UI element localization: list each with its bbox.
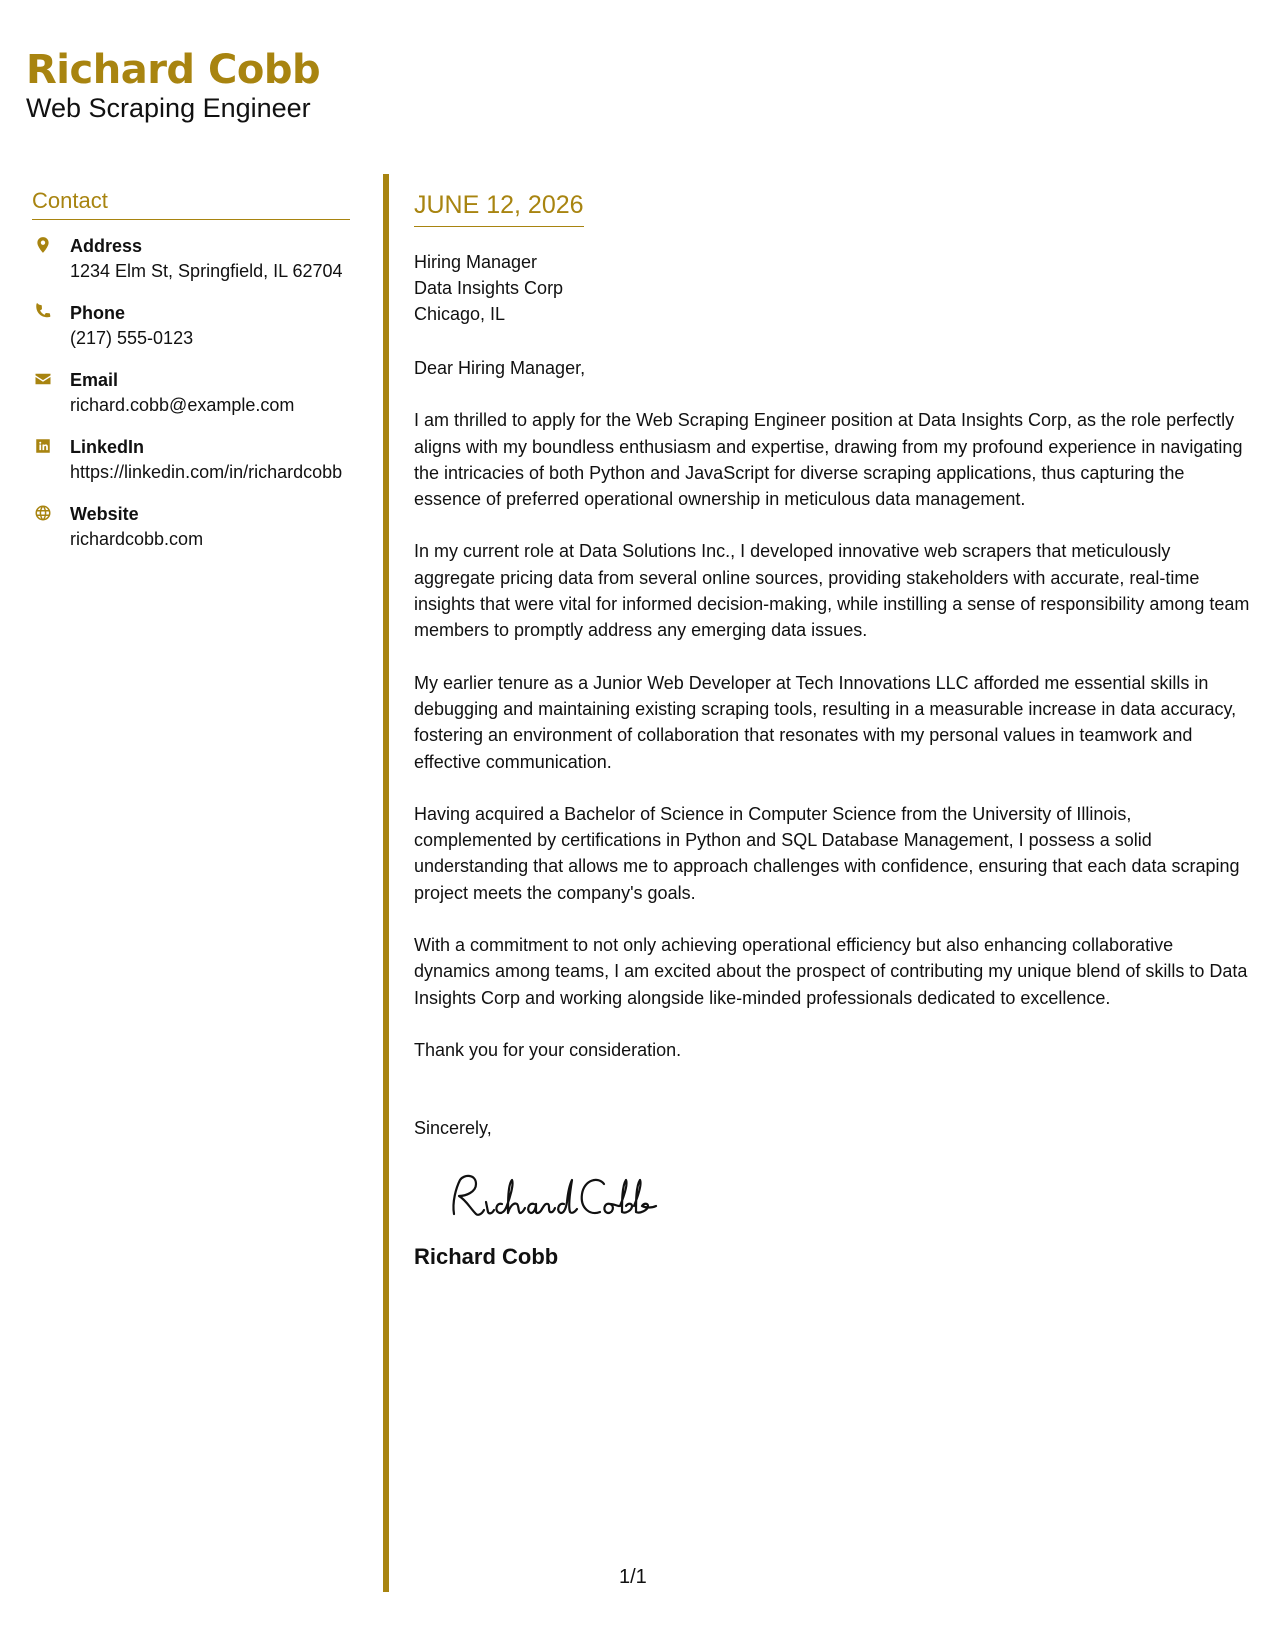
contact-item-email: [32, 368, 350, 418]
recipient-block: [414, 249, 1254, 327]
applicant-job-title: Web Scraping Engineer: [26, 93, 311, 123]
letter-date: JUNE 12, 2026: [414, 190, 584, 227]
letter-paragraph: In my current role at Data Solutions Inc., I developed innovative web scrapers that meticulously aggregate pricing data from several online sources, providing stakeholders with accurate, real-time insights that were vital for informed decision-making, while instilling a sense of responsibility among team members to promptly address any emerging data issues.: [414, 541, 1250, 641]
contact-value-email[interactable]: richard.cobb@example.com: [70, 395, 295, 415]
map-pin-icon: [32, 234, 70, 254]
salutation: Dear Hiring Manager,: [414, 358, 586, 378]
contact-item-linkedin: [32, 435, 350, 485]
globe-icon: [32, 502, 70, 522]
recipient-line: Hiring Manager: [414, 252, 538, 272]
linkedin-icon: [32, 435, 70, 455]
contact-label-email: Email: [70, 370, 119, 390]
contact-value-linkedin[interactable]: https://linkedin.com/in/richardcobb: [70, 462, 343, 482]
contact-label-address: Address: [70, 236, 143, 256]
contact-value-phone: (217) 555-0123: [70, 328, 194, 348]
letter-paragraph: With a commitment to not only achieving operational efficiency but also enhancing collaborative dynamics among teams, I am excited about the prospect of contributing my unique blend of skills to Data Insights Corp and working alongside like-minded professionals dedicated to excellence.: [414, 935, 1248, 1008]
vertical-divider: [383, 174, 389, 1592]
signer-name: Richard Cobb: [414, 1243, 559, 1269]
handwritten-signature: [442, 1162, 1254, 1242]
applicant-name: Richard Cobb: [26, 47, 321, 93]
cover-letter-body: [414, 190, 1254, 1270]
contact-item-address: [32, 234, 350, 284]
closing: Sincerely,: [414, 1118, 492, 1139]
signature-image: [442, 1162, 672, 1232]
contact-heading: Contact: [32, 188, 350, 220]
contact-label-website: Website: [70, 504, 139, 524]
phone-icon: [32, 301, 70, 321]
resume-header: [26, 48, 320, 124]
contact-item-phone: [32, 301, 350, 351]
contact-label-phone: Phone: [70, 303, 126, 323]
contact-label-linkedin: LinkedIn: [70, 437, 145, 457]
letter-paragraph: My earlier tenure as a Junior Web Developer at Tech Innovations LLC afforded me essential skills in debugging and maintaining existing scraping tools, resulting in a measurable increase in data accuracy, fostering an environment of collaboration that resonates with my personal values in teamwork and effective communication.: [414, 672, 1237, 772]
contact-item-website: [32, 502, 350, 552]
contact-value-address: 1234 Elm St, Springfield, IL 62704: [70, 261, 343, 281]
recipient-line: Data Insights Corp: [414, 278, 564, 298]
contact-value-website[interactable]: richardcobb.com: [70, 529, 204, 549]
letter-paragraph: I am thrilled to apply for the Web Scraping Engineer position at Data Insights Corp, as the role perfectly aligns with my boundless enthusiasm and expertise, drawing from my profound experience in navigating the intricacies of both Python and JavaScript for diverse scraping applications, thus capturing the essence of preferred operational ownership in meticulous data management.: [414, 410, 1243, 510]
contact-sidebar: [32, 188, 350, 569]
recipient-line: Chicago, IL: [414, 304, 506, 324]
letter-paragraph: Having acquired a Bachelor of Science in Computer Science from the University of Illinois, complemented by certifications in Python and SQL Database Management, I possess a solid understanding that allows me to approach challenges with confidence, ensuring that each data scraping project meets the company's goals.: [414, 803, 1240, 903]
page-number: 1/1: [619, 1566, 647, 1588]
envelope-icon: [32, 368, 70, 388]
letter-paragraph: Thank you for your consideration.: [414, 1039, 682, 1060]
